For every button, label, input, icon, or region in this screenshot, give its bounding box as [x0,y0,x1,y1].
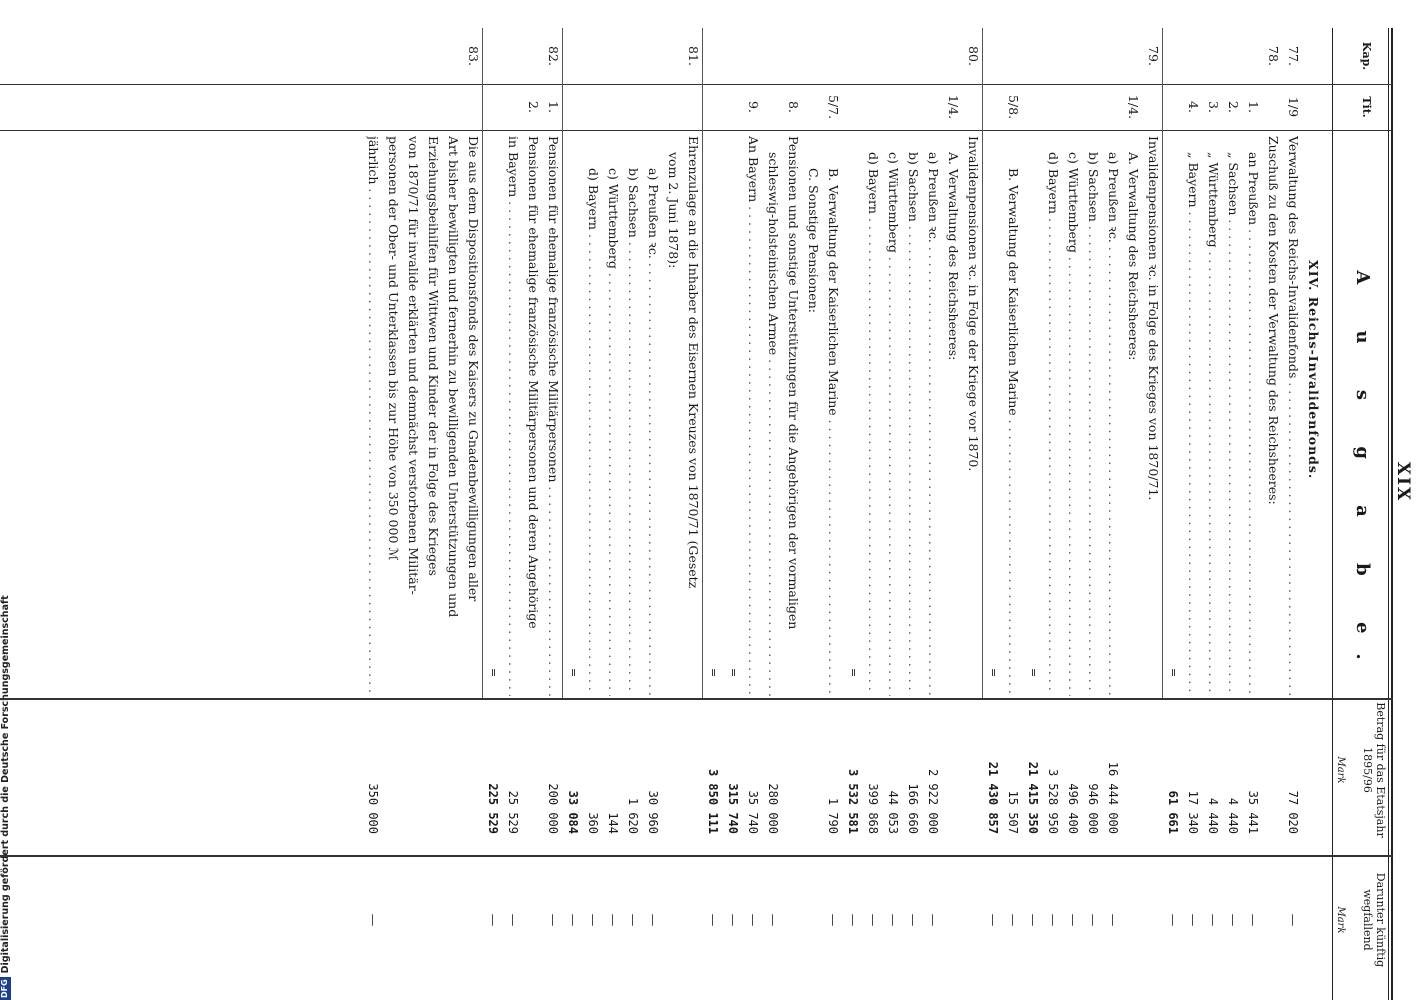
dfg-logo: DFG [0,979,9,998]
amount-value: 2 922 000 [926,768,940,834]
table-row [745,0,761,1000]
row-description: „ Sachsen . . . [1225,136,1241,696]
header-wegfall-unit: Mark [1335,906,1346,934]
amount-value: 35 441 [1246,790,1260,834]
amount-value: 496 400 [1066,783,1080,834]
kapitel-number: 79. [1146,46,1161,66]
row-description: Invalidenpensionen ꝛc. in Folge des Krieges von 1870/71. [1146,136,1161,501]
header-wegfall: Darunter künftig wegfallend [1361,872,1387,968]
amount-value: 946 000 [1086,783,1100,834]
table-row [465,0,481,1000]
discontinued-value: — [886,913,901,927]
table-row [1205,0,1221,1000]
table-row [1305,0,1321,1000]
row-description: c) Württemberg . . . [605,136,621,696]
amount-value: 4 440 [1206,797,1220,834]
discontinued-value: — [1246,913,1261,927]
titel-number: 9. [746,101,761,113]
table-row [605,0,621,1000]
row-description: b) Sachsen . . . [905,136,921,696]
titel-number: 1/9 [1286,96,1301,118]
row-description: Verwaltung des Reichs-Invalidenfonds . . . [1285,136,1301,696]
header-betrag-unit: Mark [1335,756,1346,784]
table-row [785,0,801,1000]
discontinued-value: — [1066,913,1081,927]
discontinued-value: — [726,913,741,927]
amount-value: 25 529 [506,790,520,834]
discontinued-value: — [586,913,601,927]
amount-value: 30 960 [646,790,660,834]
table-row [805,0,821,1000]
table-row [705,0,721,1000]
row-description: personen der Ober- und Unterklassen bis zur Höhe von 350 000 ℳ [386,136,401,561]
table-row [585,0,601,1000]
table-row [625,0,641,1000]
header-betrag: Betrag für das Etatsjahr 1895/96 [1361,702,1387,838]
table-row [1285,0,1301,1000]
row-description: Zuschuß zu den Kosten der Verwaltung des Reichsheeres: [1266,136,1281,505]
titel-number: 3. [1206,101,1221,113]
row-description: c) Württemberg . . . [1065,136,1081,696]
table-row [825,0,841,1000]
row-description: b) Sachsen . . . [625,136,641,696]
chapter-separator [562,28,563,698]
table-row [1145,0,1161,1000]
table-row [1225,0,1241,1000]
discontinued-value: — [566,913,581,927]
amount-value: 1 790 [826,797,840,834]
row-description: Pensionen für ehemalige französische Militärpersonen . . . [545,136,561,696]
table-row [425,0,441,1000]
header-tit: Tit. [1360,96,1373,118]
header-kap: Kap. [1360,41,1373,71]
amount-value: 21 415 350 [1026,761,1040,834]
amount-value: 399 868 [866,783,880,834]
row-description: „ Bayern . . . [1185,136,1201,696]
discontinued-value: — [646,913,661,927]
discontinued-value: — [826,913,841,927]
amount-value: 44 053 [886,790,900,834]
kapitel-number: 78. [1266,46,1281,66]
row-description: schleswig-holsteinischen Armee . . . [765,136,781,696]
amount-value: 4 440 [1226,797,1240,834]
amount-value: 350 000 [366,783,380,834]
table-row [845,0,861,1000]
discontinued-value: — [546,913,561,927]
table-row [685,0,701,1000]
discontinued-value: — [486,913,501,927]
amount-value: 225 529 [486,783,500,834]
table-row [765,0,781,1000]
discontinued-value: — [1206,913,1221,927]
discontinued-value: — [1166,913,1181,927]
subtotal-marker: = [987,668,1000,678]
titel-number: 4. [1186,101,1201,113]
row-description: XIV. Reichs-Invalidenfonds. [1306,260,1321,480]
amount-value: 3 532 581 [846,768,860,834]
titel-number: 1. [546,101,561,113]
table-row [985,0,1001,1000]
row-description: a) Preußen ꝛc. . . . [1105,136,1121,696]
table-row [1045,0,1061,1000]
table-row [1105,0,1121,1000]
table-row [1265,0,1281,1000]
subtotal-marker: = [727,668,740,678]
discontinued-value: — [1046,913,1061,927]
titel-number: 1. [1246,101,1261,113]
row-description: C. Sonstige Pensionen: [806,168,821,313]
table-row [505,0,521,1000]
titel-number: 1/4. [1126,94,1141,120]
discontinued-value: — [906,913,921,927]
table-row [905,0,921,1000]
table-row [1065,0,1081,1000]
row-description: a) Preußen ꝛc. . . . [645,136,661,696]
titel-number: 5/7. [826,94,841,120]
amount-value: 200 000 [546,783,560,834]
discontinued-value: — [986,913,1001,927]
titel-number: 5/8. [1006,94,1021,120]
titel-number: 8. [786,101,801,113]
row-description: B. Verwaltung der Kaiserlichen Marine . . . [1005,136,1021,696]
table-row [525,0,541,1000]
amount-value: 17 340 [1186,790,1200,834]
table-row [925,0,941,1000]
table-row [1245,0,1261,1000]
table-row [1125,0,1141,1000]
row-description: d) Bayern . . . [1045,136,1061,696]
amount-value: 3 850 111 [706,768,720,834]
row-description: vom 2. Juni 1878): [666,152,681,269]
row-description: Pensionen und sonstige Unterstützungen für die Angehörigen der vormaligen [786,136,801,630]
row-description: Pensionen für ehemalige französische Militärpersonen und deren Angehörige [526,136,541,629]
subtotal-marker: = [1027,668,1040,678]
discontinued-value: — [1026,913,1041,927]
table-row [1085,0,1101,1000]
kapitel-number: 82. [546,46,561,66]
discontinued-value: — [1006,913,1021,927]
row-description: an Preußen . . . [1245,136,1261,696]
amount-value: 166 660 [906,783,920,834]
discontinued-value: — [506,913,521,927]
kapitel-number: 80. [966,46,981,66]
amount-value: 360 [586,812,600,834]
row-description: An Bayern . . . [745,136,761,696]
table-row [725,0,741,1000]
subtotal-marker: = [707,668,720,678]
amount-value: 144 [606,812,620,834]
amount-value: 33 084 [566,790,580,834]
subtotal-marker: = [1167,668,1180,678]
table-row [385,0,401,1000]
discontinued-value: — [626,913,641,927]
amount-value: 280 000 [766,783,780,834]
row-description: „ Württemberg . . . [1205,136,1221,696]
discontinued-value: — [1186,913,1201,927]
header-title: A u s g a b e. [1352,270,1373,680]
discontinued-value: — [766,913,781,927]
row-description: Erziehungsbeihilfen für Wittwen und Kinder der in Folge des Krieges [426,136,441,576]
discontinued-value: — [1086,913,1101,927]
discontinued-value: — [1106,913,1121,927]
row-description: in Bayern . . . [505,136,521,696]
row-description: jährlich . . . [365,136,381,696]
page-number: XIX [1393,461,1413,503]
table-row [885,0,901,1000]
row-description: a) Preußen ꝛc. . . . [925,136,941,696]
amount-value: 15 507 [1006,790,1020,834]
subtotal-marker: = [487,668,500,678]
discontinued-value: — [366,913,381,927]
discontinued-value: — [926,913,941,927]
table-row [445,0,461,1000]
amount-value: 35 740 [746,790,760,834]
kapitel-number: 81. [686,46,701,66]
row-description: Art bisher bewilligten und fernerhin zu bewilligenden Unterstützungen und [446,136,461,618]
chapter-separator [482,28,483,698]
amount-value: 61 661 [1166,790,1180,834]
table-row [1025,0,1041,1000]
table-row [565,0,581,1000]
amount-value: 77 020 [1286,790,1300,834]
chapter-separator [982,28,983,698]
discontinued-value: — [1226,913,1241,927]
table-row [485,0,501,1000]
titel-number: 1/4. [946,94,961,120]
kapitel-number: 77. [1286,46,1301,66]
table-row [965,0,981,1000]
discontinued-value: — [1286,913,1301,927]
discontinued-value: — [846,913,861,927]
table-row [405,0,421,1000]
amount-value: 3 528 950 [1046,768,1060,834]
amount-value: 16 444 000 [1106,761,1120,834]
amount-value: 315 740 [726,783,740,834]
row-description: B. Verwaltung der Kaiserlichen Marine . . . [825,136,841,696]
discontinued-value: — [866,913,881,927]
subtotal-marker: = [847,668,860,678]
subtotal-marker: = [567,668,580,678]
amount-value: 1 620 [626,797,640,834]
kapitel-number: 83. [466,46,481,66]
table-row [1005,0,1021,1000]
titel-number: 2. [526,101,541,113]
table-row [1185,0,1201,1000]
credit-text: Digitalisierung gefördert durch die Deutsche Forschungsgemeinschaft [0,595,11,974]
table-row [1165,0,1181,1000]
amount-value: 21 430 857 [986,761,1000,834]
chapter-separator [1162,28,1163,698]
titel-number: 2. [1226,101,1241,113]
discontinued-value: — [606,913,621,927]
table-row [365,0,381,1000]
chapter-separator [702,28,703,698]
table-row [865,0,881,1000]
table-row [545,0,561,1000]
table-row [945,0,961,1000]
row-description: von 1870/71 für invalide erklärten und demnächst verstorbenen Militär- [406,136,421,595]
row-description: d) Bayern . . . [585,136,601,696]
discontinued-value: — [746,913,761,927]
table-row [645,0,661,1000]
row-description: c) Württemberg . . . [885,136,901,696]
row-description: Invalidenpensionen ꝛc. in Folge der Kriege vor 1870. [966,136,981,472]
row-description: Ehrenzulage an die Inhaber des Eisernen Kreuzes von 1870/71 (Gesetz [686,136,701,589]
row-description: A. Verwaltung des Reichsheeres: [1126,152,1141,361]
discontinued-value: — [706,913,721,927]
row-description: d) Bayern . . . [865,136,881,696]
row-description: b) Sachsen . . . [1085,136,1101,696]
table-row [665,0,681,1000]
row-description: Die aus dem Dispositionsfonds des Kaisers zu Gnadenbewilligungen aller [466,136,481,602]
row-description: A. Verwaltung des Reichsheeres: [946,152,961,361]
